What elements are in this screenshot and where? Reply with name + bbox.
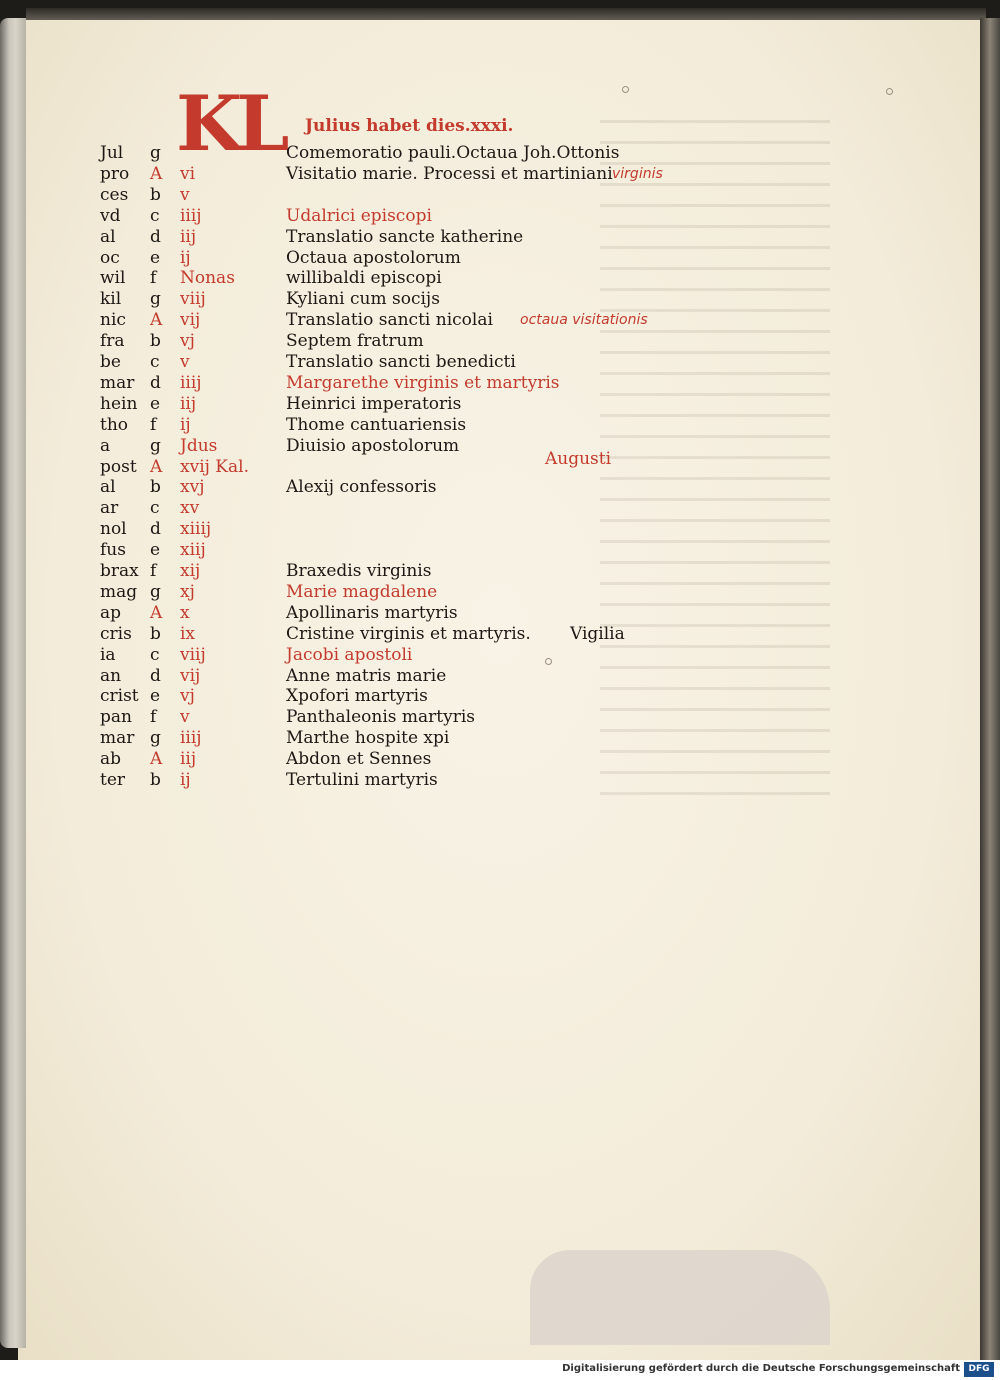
calendar-row — [0, 540, 1000, 560]
dominical-letter: c — [150, 352, 160, 372]
roman-day-count: vi — [180, 163, 196, 184]
calendar-row — [0, 603, 1000, 623]
roman-day-count: iiij — [180, 372, 202, 393]
feast-name: Margarethe virginis et martyris — [286, 372, 560, 393]
roman-day-count: v — [180, 707, 190, 728]
dominical-letter: b — [150, 623, 161, 644]
saint-abbreviation: pan — [100, 707, 132, 728]
dominical-letter: d — [150, 519, 161, 540]
feast-name: Jacobi apostoli — [286, 644, 413, 665]
calendar-row — [0, 289, 1000, 309]
calendar-row — [0, 749, 1000, 769]
feast-name: willibaldi episcopi — [286, 268, 442, 289]
feast-name: Panthaleonis martyris — [286, 707, 476, 728]
calendar-row — [0, 331, 1000, 351]
saint-abbreviation: mag — [100, 581, 138, 602]
calendar-row — [0, 645, 1000, 665]
saint-abbreviation: brax — [100, 561, 139, 581]
calendar-row — [0, 582, 1000, 602]
dominical-letter: e — [150, 686, 161, 707]
calendar-row — [0, 728, 1000, 748]
pinhole — [886, 88, 893, 95]
feast-name: Apollinaris martyris — [286, 602, 458, 623]
dominical-letter: f — [150, 268, 157, 289]
month-heading: Julius habet dies.xxxi. — [305, 116, 514, 136]
feast-name: Marthe hospite xpi — [286, 728, 450, 749]
saint-abbreviation: nol — [100, 519, 127, 540]
roman-day-count: ix — [180, 623, 196, 644]
dominical-letter: c — [150, 644, 160, 665]
saint-abbreviation: fra — [100, 331, 125, 352]
calendar-row — [0, 227, 1000, 247]
saint-abbreviation: wil — [100, 268, 126, 289]
roman-day-count: x — [180, 602, 190, 623]
saint-abbreviation: oc — [100, 247, 120, 268]
calendar-row — [0, 707, 1000, 727]
saint-abbreviation: ap — [100, 602, 122, 623]
feast-name: Marie magdalene — [286, 581, 438, 602]
paper-stain — [530, 1250, 830, 1345]
marginal-note: Augusti — [545, 448, 612, 469]
saint-abbreviation: nic — [100, 310, 126, 331]
roman-day-count: xvij Kal. — [180, 456, 249, 477]
roman-day-count: iiij — [180, 728, 202, 749]
calendar-row — [0, 248, 1000, 268]
calendar-row — [0, 394, 1000, 414]
calendar-row — [0, 498, 1000, 518]
feast-name: Tertulini martyris — [286, 770, 438, 790]
marginal-note: virginis — [612, 165, 663, 182]
calendar-row — [0, 206, 1000, 226]
dominical-letter: g — [150, 435, 161, 456]
calendar-row — [0, 185, 1000, 205]
roman-day-count: iij — [180, 749, 197, 770]
feast-name: Cristine virginis et martyris. — [286, 623, 531, 644]
marginal-note: octaua visitationis — [520, 312, 648, 329]
calendar-row — [0, 310, 1000, 330]
dominical-letter: b — [150, 477, 161, 498]
saint-abbreviation: al — [100, 226, 116, 247]
feast-name: Translatio sancte katherine — [286, 226, 524, 247]
saint-abbreviation: crist — [100, 686, 139, 707]
roman-day-count: ij — [180, 247, 191, 268]
feast-name: Octaua apostolorum — [286, 247, 461, 268]
dominical-letter: g — [150, 581, 161, 602]
calendar-row — [0, 770, 1000, 790]
feast-name: Visitatio marie. Processi et martiniani — [286, 163, 613, 184]
roman-day-count: vj — [180, 686, 195, 707]
feast-name: Kyliani cum socijs — [286, 289, 440, 310]
dominical-letter: f — [150, 707, 157, 728]
saint-abbreviation: ter — [100, 770, 126, 790]
saint-abbreviation: Jul — [100, 143, 124, 163]
saint-abbreviation: al — [100, 477, 116, 498]
dominical-letter: b — [150, 184, 161, 205]
calendar-row — [0, 373, 1000, 393]
roman-day-count: xv — [180, 498, 200, 519]
saint-abbreviation: kil — [100, 289, 122, 310]
feast-name: Udalrici episcopi — [286, 205, 432, 226]
saint-abbreviation: an — [100, 665, 122, 686]
feast-name: Heinrici imperatoris — [286, 393, 462, 414]
calendar-row — [0, 477, 1000, 497]
dominical-letter: g — [150, 728, 161, 749]
calendar-row — [0, 666, 1000, 686]
roman-day-count: xvj — [180, 477, 205, 498]
saint-abbreviation: a — [100, 435, 111, 456]
feast-name: Comemoratio pauli.Octaua Joh.Ottonis — [286, 143, 620, 163]
feast-name: Abdon et Sennes — [286, 749, 432, 770]
roman-day-count: Nonas — [180, 268, 235, 289]
feast-name: Braxedis virginis — [286, 561, 432, 581]
roman-day-count: ij — [180, 770, 191, 790]
feast-name: Translatio sancti nicolai — [286, 310, 493, 331]
feast-name: Diuisio apostolorum — [286, 435, 460, 456]
dfg-logo: DFG — [964, 1362, 994, 1377]
saint-abbreviation: cris — [100, 623, 132, 644]
saint-abbreviation: fus — [100, 540, 126, 561]
saint-abbreviation: pro — [100, 163, 130, 184]
calendar-row — [0, 143, 1000, 163]
roman-day-count: iiij — [180, 205, 202, 226]
calendar-row — [0, 624, 1000, 644]
roman-day-count: viij — [180, 644, 206, 665]
calendar-row — [0, 415, 1000, 435]
dominical-letter: f — [150, 414, 157, 435]
saint-abbreviation: ces — [100, 184, 129, 205]
calendar-row — [0, 436, 1000, 456]
dominical-letter: c — [150, 205, 160, 226]
dominical-letter: A — [150, 163, 163, 184]
funding-credit: Digitalisierung gefördert durch die Deutsche Forschungsgemeinschaft — [562, 1363, 960, 1374]
dominical-letter: b — [150, 770, 161, 790]
decorated-initial: KL — [176, 79, 284, 168]
dominical-letter: A — [150, 749, 163, 770]
roman-day-count: vij — [180, 310, 201, 331]
marginal-note: Vigilia — [570, 623, 625, 644]
calendar-row — [0, 352, 1000, 372]
calendar-row — [0, 448, 1000, 477]
roman-day-count: ij — [180, 414, 191, 435]
saint-abbreviation: be — [100, 352, 121, 372]
dominical-letter: g — [150, 143, 161, 163]
saint-abbreviation: ia — [100, 644, 116, 665]
dominical-letter: e — [150, 393, 161, 414]
roman-day-count: v — [180, 352, 190, 372]
dominical-letter: A — [150, 310, 163, 331]
feast-name: Thome cantuariensis — [286, 414, 467, 435]
saint-abbreviation: vd — [100, 205, 121, 226]
saint-abbreviation: mar — [100, 372, 135, 393]
roman-day-count: iij — [180, 393, 197, 414]
feast-name: Alexij confessoris — [286, 477, 437, 498]
calendar-row — [0, 686, 1000, 706]
dominical-letter: e — [150, 540, 161, 561]
saint-abbreviation: post — [100, 456, 137, 477]
calendar-row — [0, 268, 1000, 288]
roman-day-count: xj — [180, 581, 195, 602]
saint-abbreviation: tho — [100, 414, 129, 435]
roman-day-count: Jdus — [180, 435, 218, 456]
roman-day-count: xij — [180, 561, 201, 581]
pinhole — [622, 86, 629, 93]
dominical-letter: A — [150, 602, 163, 623]
dominical-letter: d — [150, 372, 161, 393]
calendar-row — [0, 164, 1000, 184]
feast-name: Septem fratrum — [286, 331, 424, 352]
dominical-letter: c — [150, 498, 160, 519]
dominical-letter: f — [150, 561, 157, 581]
dominical-letter: d — [150, 665, 161, 686]
feast-name: Translatio sancti benedicti — [286, 352, 516, 372]
roman-day-count: xiij — [180, 540, 206, 561]
dominical-letter: g — [150, 289, 161, 310]
dominical-letter: d — [150, 226, 161, 247]
roman-day-count: iij — [180, 226, 197, 247]
dominical-letter: A — [150, 456, 163, 477]
roman-day-count: viij — [180, 289, 206, 310]
saint-abbreviation: ar — [100, 498, 119, 519]
saint-abbreviation: ab — [100, 749, 122, 770]
feast-name: Xpofori martyris — [286, 686, 428, 707]
roman-day-count: vij — [180, 665, 201, 686]
roman-day-count: xiiij — [180, 519, 212, 540]
feast-name: Anne matris marie — [286, 665, 447, 686]
saint-abbreviation: mar — [100, 728, 135, 749]
calendar-row — [0, 561, 1000, 581]
roman-day-count: v — [180, 184, 190, 205]
roman-day-count: vj — [180, 331, 195, 352]
dominical-letter: b — [150, 331, 161, 352]
saint-abbreviation: hein — [100, 393, 138, 414]
dominical-letter: e — [150, 247, 161, 268]
calendar-row — [0, 519, 1000, 539]
